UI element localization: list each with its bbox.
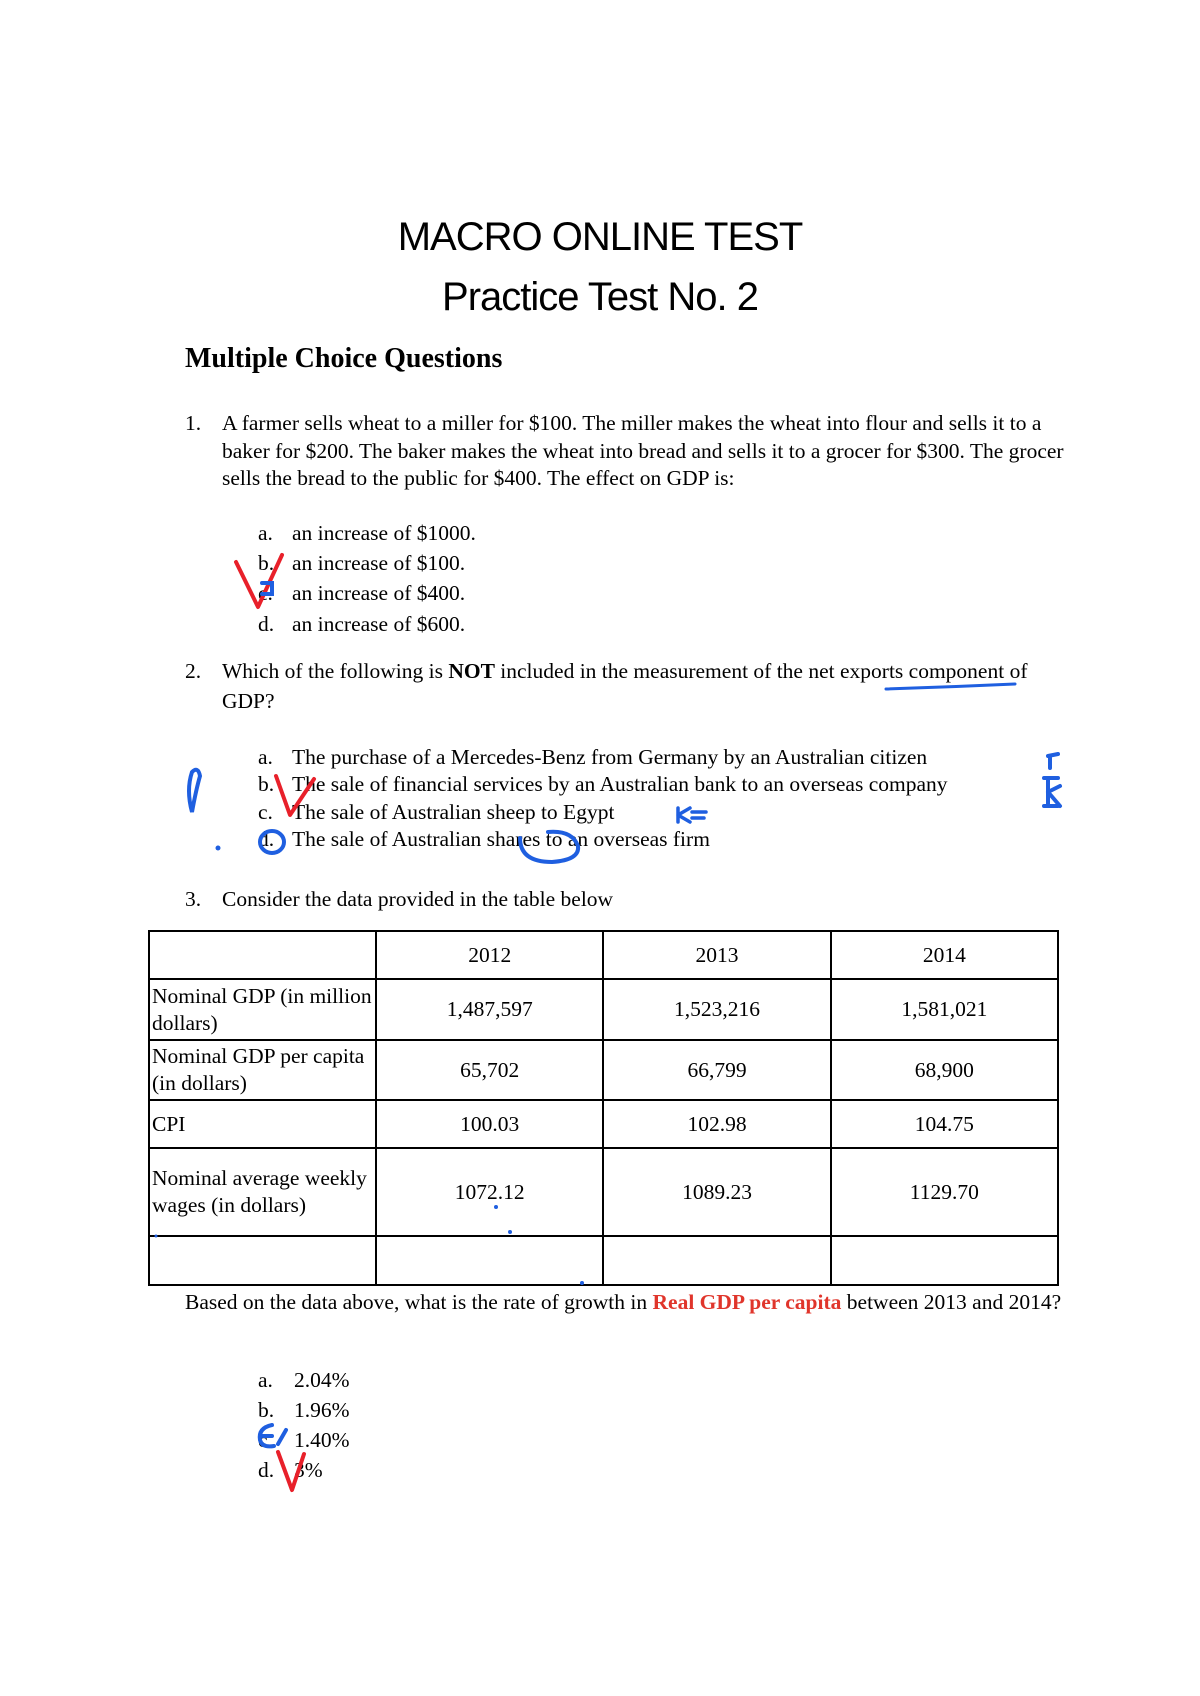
option-letter: b. <box>258 772 275 796</box>
option-text: The sale of Australian sheep to Egypt <box>292 800 615 824</box>
row-label: Nominal average weekly wages (in dollars) <box>149 1148 376 1236</box>
option-d[interactable] <box>258 1458 323 1483</box>
question-3-prompt: Based on the data above, what is the rate of growth in Real GDP per capita between 2013 and 2014? <box>185 1290 1062 1314</box>
data-table <box>148 930 1059 1286</box>
question-number: 3. <box>185 887 202 911</box>
table-cell <box>831 1236 1058 1285</box>
table-cell <box>376 1236 603 1285</box>
option-text: 2.04% <box>294 1368 350 1392</box>
table-cell: 65,702 <box>376 1040 603 1100</box>
table-cell: 102.98 <box>603 1100 830 1148</box>
option-letter: b. <box>258 1398 275 1422</box>
blue-scribble-icon <box>189 770 200 812</box>
table-header-row <box>149 931 1058 979</box>
table-row <box>149 1100 1058 1148</box>
question-text: Which of the following is NOT included in the measurement of the net exports component of GDP? <box>222 659 1028 713</box>
option-letter: c. <box>258 1428 273 1452</box>
table-cell: 1072.12 <box>376 1148 603 1236</box>
table-cell: 66,799 <box>603 1040 830 1100</box>
table-row <box>149 1148 1058 1236</box>
option-b[interactable] <box>258 551 465 576</box>
option-text: The purchase of a Mercedes-Benz from Germany by an Australian citizen <box>292 745 928 769</box>
blue-mark-icon <box>1048 754 1058 768</box>
option-a[interactable] <box>258 745 927 770</box>
option-letter: c. <box>258 800 273 824</box>
option-c[interactable] <box>258 1428 350 1453</box>
row-label: CPI <box>149 1100 376 1148</box>
row-label: Nominal GDP (in million dollars) <box>149 979 376 1040</box>
row-label: Nominal GDP per capita (in dollars) <box>149 1040 376 1100</box>
option-letter: d. <box>258 1458 275 1482</box>
option-letter: c. <box>258 581 273 605</box>
question-number: 1. <box>185 411 202 435</box>
option-text: The sale of financial services by an Australian bank to an overseas company <box>292 772 948 796</box>
option-b[interactable] <box>258 1398 350 1423</box>
section-heading: Multiple Choice Questions <box>185 343 503 374</box>
table-header-cell: 2012 <box>376 931 603 979</box>
option-letter: b. <box>258 551 275 575</box>
blue-dot-icon <box>216 846 221 851</box>
question-number: 2. <box>185 659 202 683</box>
option-letter: a. <box>258 1368 273 1392</box>
blue-mark-icon <box>678 808 706 822</box>
question-text: A farmer sells wheat to a miller for $100. The miller makes the wheat into flour and sells it to a baker for $200. The baker makes the wheat into bread and sells it to a grocer for $300. The grocer sells the bread to the public for $400. The effect on GDP is: <box>222 411 1064 490</box>
option-d[interactable] <box>258 827 710 852</box>
table-cell: 1,523,216 <box>603 979 830 1040</box>
option-text: an increase of $100. <box>292 551 466 575</box>
blue-mark-icon <box>1044 778 1060 806</box>
table-row <box>149 979 1058 1040</box>
option-text: The sale of Australian shares to an overseas firm <box>292 827 710 851</box>
table-cell: 68,900 <box>831 1040 1058 1100</box>
question-2 <box>185 656 1065 716</box>
option-letter: d. <box>258 827 275 851</box>
option-c[interactable] <box>258 800 614 825</box>
highlighted-term: Real GDP per capita <box>652 1290 842 1314</box>
option-c[interactable] <box>258 581 465 606</box>
option-letter: a. <box>258 745 273 769</box>
option-d[interactable] <box>258 612 465 637</box>
question-text: Consider the data provided in the table below <box>222 887 614 911</box>
document-title: MACRO ONLINE TEST <box>397 215 803 259</box>
question-3 <box>185 886 1065 914</box>
table-cell: 1,487,597 <box>376 979 603 1040</box>
question-1 <box>185 410 1065 493</box>
table-header-cell: 2014 <box>831 931 1058 979</box>
option-a[interactable] <box>258 1368 350 1393</box>
row-label <box>149 1236 376 1285</box>
table-row <box>149 1040 1058 1100</box>
emphasis-not: NOT <box>448 659 495 683</box>
option-text: 3% <box>294 1458 323 1482</box>
option-a[interactable] <box>258 521 476 546</box>
table-cell: 1,581,021 <box>831 979 1058 1040</box>
table-header-cell: 2013 <box>603 931 830 979</box>
option-b[interactable] <box>258 772 948 797</box>
option-text: an increase of $600. <box>292 612 466 636</box>
table-row-empty <box>149 1236 1058 1285</box>
option-letter: a. <box>258 521 273 545</box>
option-letter: d. <box>258 612 275 636</box>
table-cell: 100.03 <box>376 1100 603 1148</box>
table-cell: 1089.23 <box>603 1148 830 1236</box>
document-subtitle: Practice Test No. 2 <box>442 275 758 319</box>
option-text: 1.40% <box>294 1428 350 1452</box>
table-cell <box>603 1236 830 1285</box>
option-text: 1.96% <box>294 1398 350 1422</box>
option-text: an increase of $1000. <box>292 521 476 545</box>
table-header-cell <box>149 931 376 979</box>
option-text: an increase of $400. <box>292 581 466 605</box>
table-cell: 104.75 <box>831 1100 1058 1148</box>
table-cell: 1129.70 <box>831 1148 1058 1236</box>
